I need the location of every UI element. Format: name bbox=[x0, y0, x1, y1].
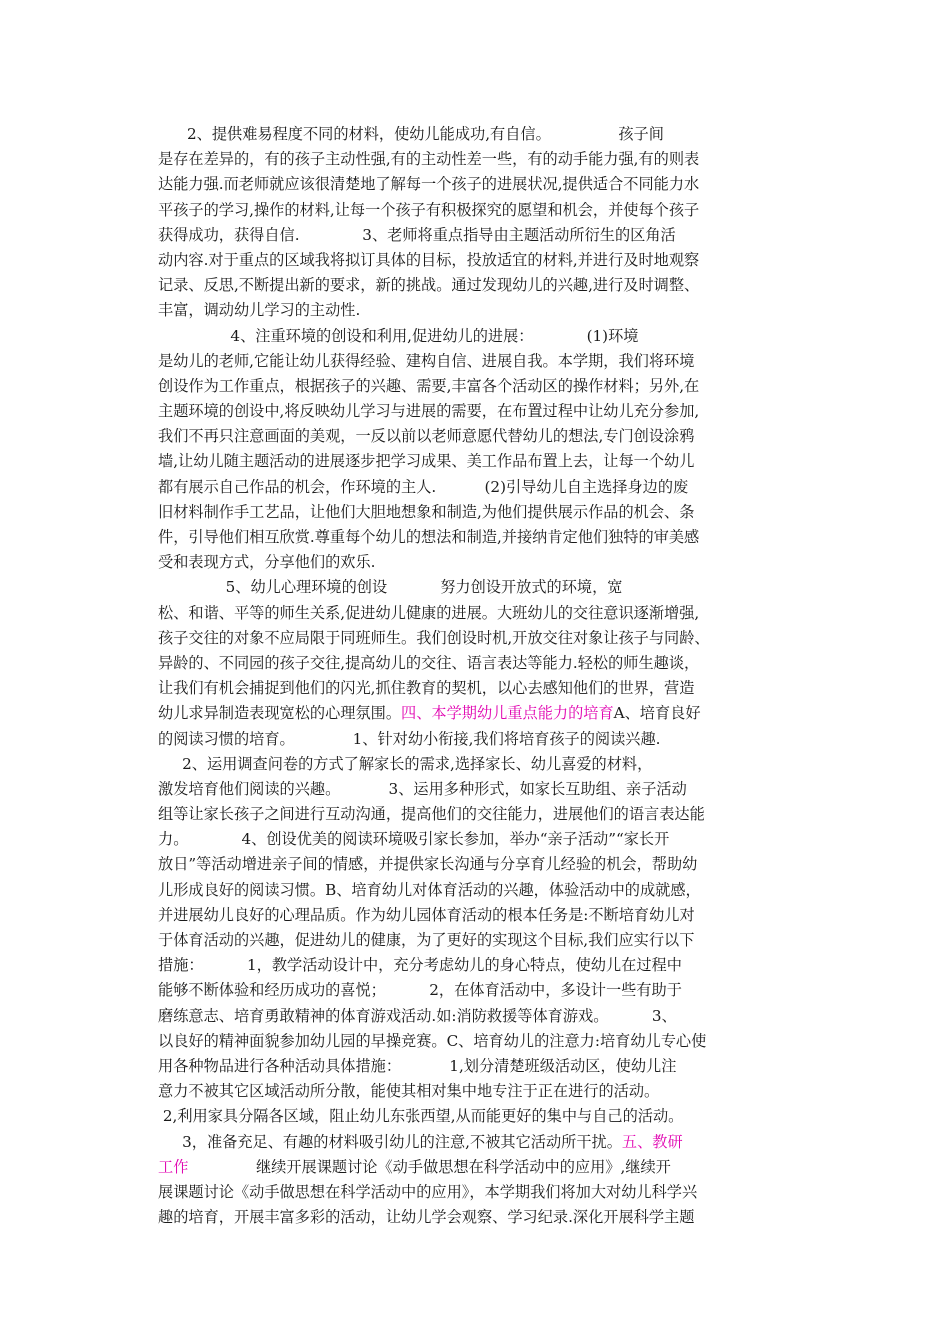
text-run: 创设作为工作重点，根据孩子的兴趣、需要,丰富各个活动区的操作材料；另外,在 bbox=[158, 376, 700, 395]
text-run: 并进展幼儿良好的心理品质。作为幼儿园体育活动的根本任务是:不断培育幼儿对 bbox=[158, 905, 695, 924]
text-line bbox=[158, 701, 798, 726]
text-line bbox=[158, 324, 798, 349]
text-run: 异龄的、不同园的孩子交往,提高幼儿的交往、语言表达等能力.轻松的师生趣谈， bbox=[158, 653, 700, 672]
text-line bbox=[158, 651, 798, 676]
text-run: 2、提供难易程度不同的材料，使幼儿能成功,有自信。 孩子间 bbox=[158, 125, 664, 143]
text-run: 我们不再只注意画面的美观，一反以前以老师意愿代替幼儿的想法,专门创设涂鸦 bbox=[158, 427, 695, 446]
text-run: 3，准备充足、有趣的材料吸引幼儿的注意,不被其它活动所干扰。 bbox=[158, 1132, 622, 1151]
text-line bbox=[158, 601, 798, 626]
text-line bbox=[158, 1029, 798, 1054]
text-run: 意力不被其它区域活动所分散，能使其相对集中地专注于正在进行的活动。 bbox=[158, 1082, 660, 1101]
section-heading: 四、本学期幼儿重点能力的培育 bbox=[401, 704, 614, 723]
text-run: 旧材料制作手工艺品，让他们大胆地想象和制造,为他们提供展示作品的机会、条 bbox=[158, 502, 695, 521]
text-line bbox=[158, 500, 798, 525]
text-line bbox=[158, 1079, 798, 1104]
text-line bbox=[158, 147, 798, 172]
text-line bbox=[158, 1054, 798, 1079]
text-run: 件，引导他们相互欣赏.尊重每个幼儿的想法和制造,并接纳肯定他们独特的审美感 bbox=[158, 528, 700, 546]
text-run: 2、运用调查问卷的方式了解家长的需求,选择家长、幼儿喜爱的材料， bbox=[158, 754, 653, 773]
text-line bbox=[158, 727, 798, 752]
text-line bbox=[158, 978, 798, 1003]
text-run: 措施： 1，教学活动设计中，充分考虑幼儿的身心特点，使幼儿在过程中 bbox=[158, 956, 682, 975]
text-run: 以良好的精神面貌参加幼儿园的早操竞赛。C、培育幼儿的注意力:培育幼儿专心使 bbox=[158, 1031, 707, 1050]
text-run: 儿形成良好的阅读习惯。B、培育幼儿对体育活动的兴趣，体验活动中的成就感， bbox=[158, 880, 701, 899]
text-line bbox=[158, 122, 798, 147]
text-run: 平孩子的学习,操作的材料,让每一个孩子有积极探究的愿望和机会，并使每个孩子 bbox=[158, 200, 700, 219]
text-line bbox=[158, 1155, 798, 1180]
text-run: 力。 4、创设优美的阅读环境吸引家长参加，举办“亲子活动”“家长开 bbox=[158, 830, 670, 849]
text-line bbox=[158, 928, 798, 953]
text-run: 激发培育他们阅读的兴趣。 3、运用多种形式，如家长互助组、亲子活动 bbox=[158, 779, 687, 798]
text-line bbox=[158, 1004, 798, 1029]
text-line bbox=[158, 1130, 798, 1155]
text-run: 用各种物品进行各种活动具体措施： 1,划分清楚班级活动区，使幼儿注 bbox=[158, 1056, 677, 1075]
text-line bbox=[158, 525, 798, 550]
text-run: 5、幼儿心理环境的创设 努力创设开放式的环境，宽 bbox=[158, 578, 623, 597]
text-line bbox=[158, 852, 798, 877]
text-run: A、培育良好 bbox=[613, 704, 701, 723]
text-run: 继续开展课题讨论《动手做思想在科学活动中的应用》,继续开 bbox=[188, 1157, 671, 1176]
text-run: 孩子交往的对象不应局限于同班师生。我们创设时机,开放交往对象让孩子与同龄、 bbox=[158, 628, 710, 647]
text-line bbox=[158, 223, 798, 248]
text-run: 是幼儿的老师,它能让幼儿获得经验、建构自信、进展自我。本学期，我们将环境 bbox=[158, 351, 695, 370]
text-line bbox=[158, 424, 798, 449]
text-line bbox=[158, 752, 798, 777]
text-run: 展课题讨论《动手做思想在科学活动中的应用》，本学期我们将加大对幼儿科学兴 bbox=[158, 1182, 698, 1201]
text-line bbox=[158, 575, 798, 600]
document-body bbox=[158, 122, 798, 1230]
text-line bbox=[158, 626, 798, 651]
text-line bbox=[158, 878, 798, 903]
text-run: 于体育活动的兴趣，促进幼儿的健康，为了更好的实现这个目标,我们应实行以下 bbox=[158, 931, 695, 949]
text-run: 达能力强.而老师就应该很清楚地了解每一个孩子的进展状况,提供适合不同能力水 bbox=[158, 175, 700, 194]
text-line bbox=[158, 349, 798, 374]
text-run: 记录、反思,不断提出新的要求，新的挑战。通过发现幼儿的兴趣,进行及时调整、 bbox=[158, 276, 700, 295]
text-line bbox=[158, 953, 798, 978]
text-run: 墙,让幼儿随主题活动的进展逐步把学习成果、美工作品布置上去，让每一个幼儿 bbox=[158, 452, 695, 471]
text-run: 丰富，调动幼儿学习的主动性. bbox=[158, 301, 361, 320]
text-line bbox=[158, 802, 798, 827]
text-line bbox=[158, 550, 798, 575]
text-line bbox=[158, 903, 798, 928]
text-run: 2,利用家具分隔各区域，阻止幼儿东张西望,从而能更好的集中与自己的活动。 bbox=[158, 1107, 684, 1126]
text-line bbox=[158, 374, 798, 399]
section-heading: 五、教研 bbox=[621, 1132, 683, 1151]
text-line bbox=[158, 298, 798, 323]
text-run: 磨练意志、培育勇敢精神的体育游戏活动.如:消防救援等体育游戏。 3、 bbox=[158, 1006, 677, 1025]
text-run: 是存在差异的，有的孩子主动性强,有的主动性差一些，有的动手能力强,有的则表 bbox=[158, 150, 700, 169]
text-run: 主题环境的创设中,将反映幼儿学习与进展的需要，在布置过程中让幼儿充分参加, bbox=[158, 402, 700, 421]
text-line bbox=[158, 1205, 798, 1230]
section-heading: 工作 bbox=[158, 1157, 189, 1176]
text-line bbox=[158, 475, 798, 500]
text-line bbox=[158, 676, 798, 701]
text-line bbox=[158, 248, 798, 273]
text-run: 动内容.对于重点的区域我将拟订具体的目标，投放适宜的材料,并进行及时地观察 bbox=[158, 250, 700, 269]
text-line bbox=[158, 1104, 798, 1129]
text-line bbox=[158, 172, 798, 197]
text-run: 能够不断体验和经历成功的喜悦； 2，在体育活动中，多设计一些有助于 bbox=[158, 981, 682, 1000]
text-line bbox=[158, 777, 798, 802]
text-run: 都有展示自己作品的机会，作环境的主人. (2)引导幼儿自主选择身边的废 bbox=[158, 477, 689, 496]
text-run: 获得成功，获得自信. 3、老师将重点指导由主题活动所衍生的区角活 bbox=[158, 225, 676, 244]
text-run: 幼儿求异制造表现宽松的心理氛围。 bbox=[158, 704, 401, 723]
text-run: 松、和谐、平等的师生关系,促进幼儿健康的进展。大班幼儿的交往意识逐渐增强, bbox=[158, 603, 700, 622]
text-run: 趣的培育，开展丰富多彩的活动，让幼儿学会观察、学习纪录.深化开展科学主题 bbox=[158, 1208, 695, 1227]
text-run: 组等让家长孩子之间进行互动沟通，提高他们的交往能力，进展他们的语言表达能 bbox=[158, 805, 705, 824]
text-line bbox=[158, 273, 798, 298]
text-run: 放日”等活动增进亲子间的情感，并提供家长沟通与分享育儿经验的机会，帮助幼 bbox=[158, 855, 698, 874]
text-run: 4、注重环境的创设和利用,促进幼儿的进展： (1)环境 bbox=[158, 326, 639, 345]
text-run: 的阅读习惯的培育。 1、针对幼小衔接,我们将培育孩子的阅读兴趣. bbox=[158, 729, 661, 748]
text-run: 受和表现方式，分享他们的欢乐. bbox=[158, 553, 376, 572]
text-line bbox=[158, 399, 798, 424]
text-line bbox=[158, 449, 798, 474]
text-line bbox=[158, 827, 798, 852]
text-line bbox=[158, 198, 798, 223]
text-run: 让我们有机会捕捉到他们的闪光,抓住教育的契机，以心去感知他们的世界，营造 bbox=[158, 679, 695, 698]
text-line bbox=[158, 1180, 798, 1205]
